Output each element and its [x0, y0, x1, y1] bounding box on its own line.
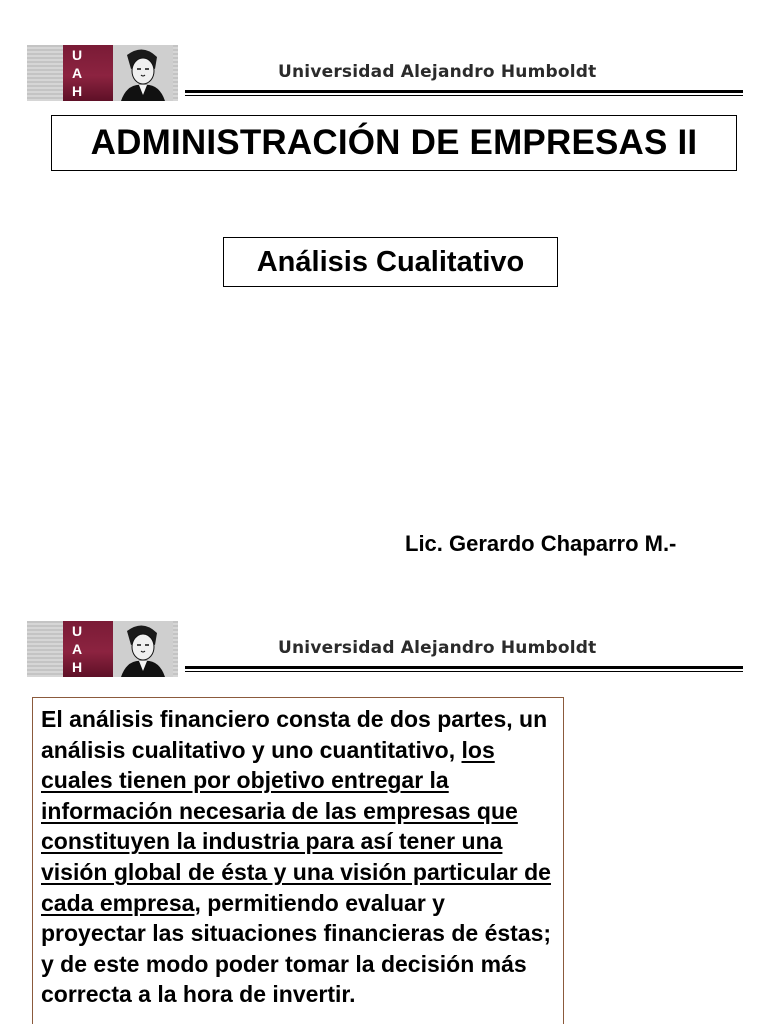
logo-letter-h: H	[71, 83, 83, 99]
university-logo	[27, 45, 178, 101]
logo-letter-a: A	[71, 65, 83, 81]
content-slide	[0, 600, 768, 1024]
humboldt-portrait-icon	[113, 45, 173, 101]
paragraph-intro: El análisis financiero consta de dos partes, un análisis cualitativo y uno cuantitativo,	[41, 706, 548, 763]
logo-letters	[67, 47, 87, 99]
header-rule-thick	[185, 90, 743, 93]
header-rule-thin	[185, 671, 743, 672]
slide-header	[0, 0, 768, 110]
slide-header	[0, 576, 768, 686]
logo-letter-u: U	[71, 623, 83, 639]
university-name: Universidad Alejandro Humboldt	[278, 62, 597, 82]
topic-title: Análisis Cualitativo	[223, 237, 558, 287]
logo-letter-h: H	[71, 659, 83, 675]
header-rule-thin	[185, 95, 743, 96]
paragraph-underlined: los cuales tienen por objetivo entregar la información necesaria de las empresas que constituyen la industria para así tener una visión global de ésta y una visión particular de cada empresa	[41, 736, 551, 916]
content-text-box	[32, 697, 564, 1024]
university-logo	[27, 621, 178, 677]
header-rule-thick	[185, 666, 743, 669]
logo-letter-u: U	[71, 47, 83, 63]
paragraph-rest: , permitiendo evaluar y proyectar las situaciones financieras de éstas; y de este modo poder tomar la decisión más correcta a la hora de invertir.	[41, 889, 552, 1008]
university-name: Universidad Alejandro Humboldt	[278, 638, 597, 658]
humboldt-portrait-icon	[113, 621, 173, 677]
author-name: Lic. Gerardo Chaparro M.-	[405, 531, 677, 556]
logo-letters	[67, 623, 87, 675]
logo-letter-a: A	[71, 641, 83, 657]
course-title: ADMINISTRACIÓN DE EMPRESAS II	[51, 115, 737, 171]
